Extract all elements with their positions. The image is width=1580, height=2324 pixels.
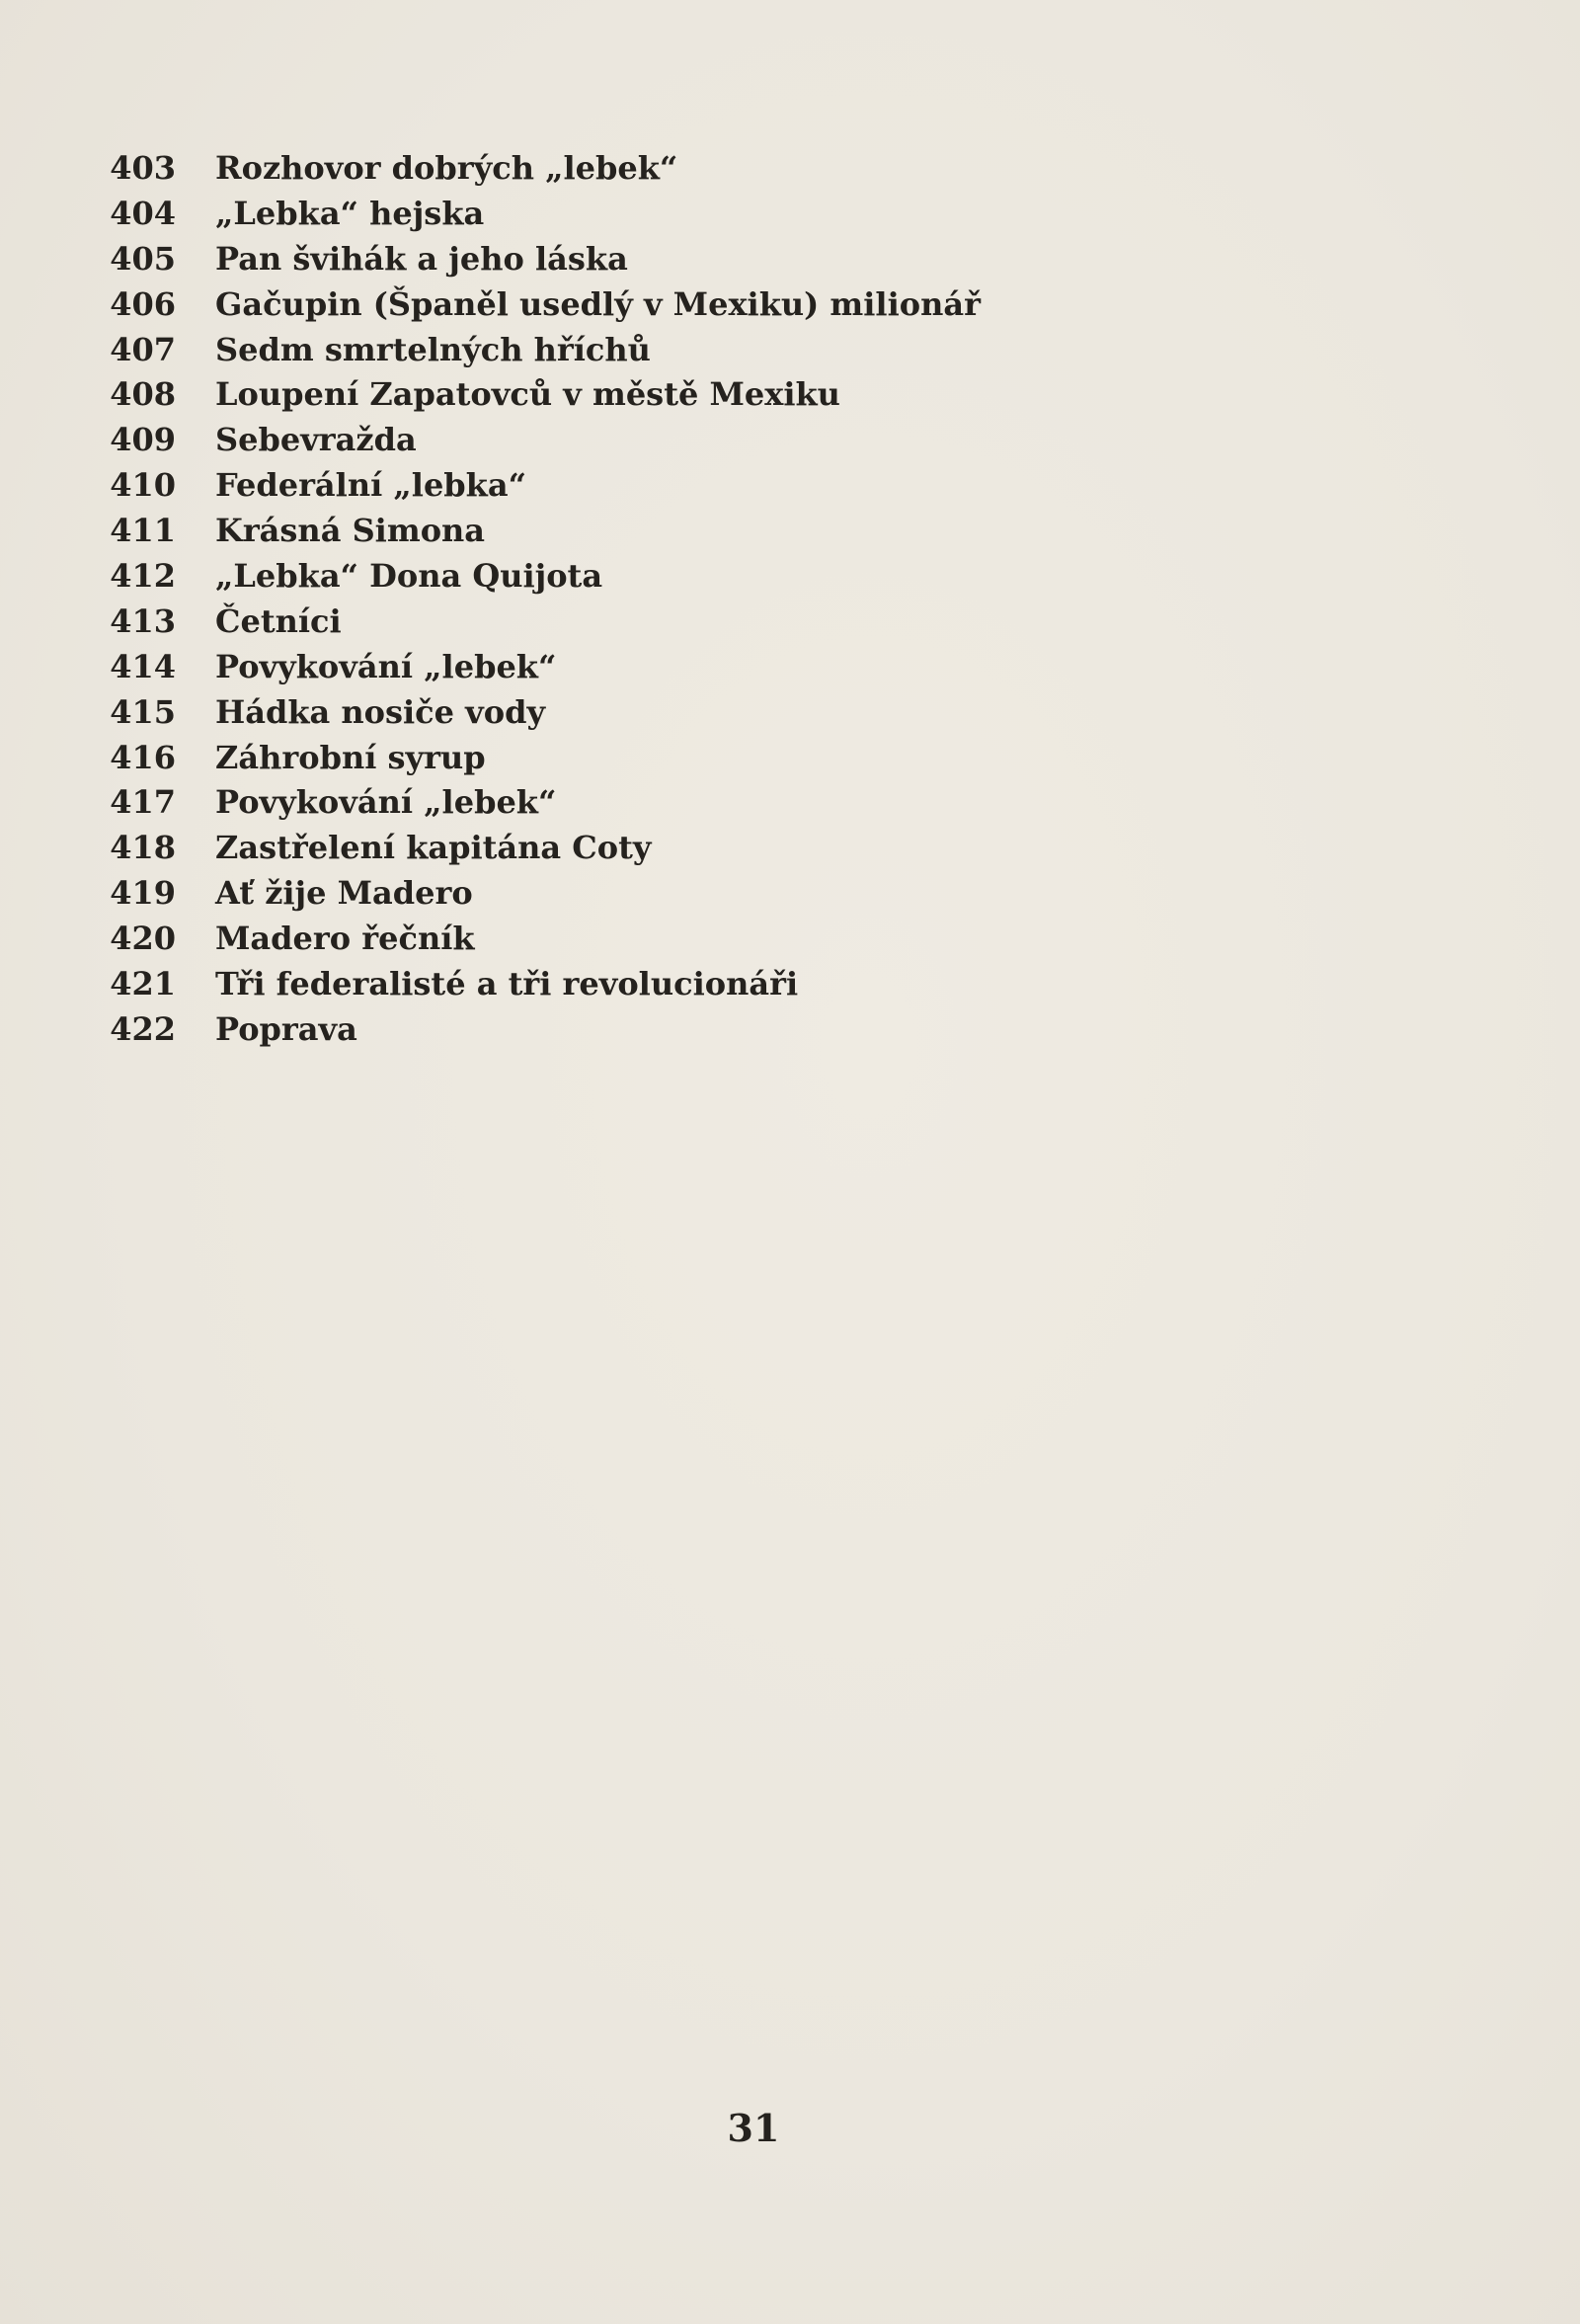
list-item — [107, 600, 981, 645]
page-number: 31 — [727, 2106, 780, 2150]
entry-title: Gačupin (Španěl usedlý v Mexiku) milionář — [215, 284, 981, 323]
list-item — [107, 509, 981, 554]
entry-number: 406 — [110, 284, 176, 323]
entry-number: 420 — [110, 920, 176, 958]
entry-number: 405 — [110, 239, 176, 278]
entry-number: 404 — [110, 194, 176, 232]
list-item — [107, 736, 981, 781]
entry-title: Federální „lebka“ — [215, 466, 526, 505]
entry-title: Poprava — [215, 1009, 357, 1048]
entry-number: 418 — [110, 829, 176, 867]
entry-title: Pan švihák a jeho láska — [215, 239, 628, 278]
list-item — [107, 826, 981, 871]
entry-title: „Lebka“ hejska — [215, 194, 485, 232]
entry-number: 410 — [110, 466, 176, 505]
list-item — [107, 690, 981, 736]
entry-title: Povykování „lebek“ — [215, 783, 557, 822]
entry-title: Krásná Simona — [215, 512, 486, 550]
list-item — [107, 780, 981, 826]
entry-title: Záhrobní syrup — [215, 738, 486, 776]
list-item — [107, 554, 981, 600]
list-item — [107, 372, 981, 418]
list-item — [107, 282, 981, 328]
entry-number: 422 — [110, 1009, 176, 1048]
entry-number: 413 — [110, 601, 176, 640]
list-item — [107, 917, 981, 962]
list-item — [107, 962, 981, 1007]
entry-number: 411 — [110, 512, 176, 550]
entry-number: 409 — [110, 421, 176, 459]
entry-title: Loupení Zapatovců v městě Mexiku — [215, 375, 840, 414]
entry-number: 412 — [110, 557, 176, 596]
entry-number: 417 — [110, 783, 176, 822]
list-item — [107, 463, 981, 509]
list-item — [107, 328, 981, 373]
entry-title: Sedm smrtelných hříchů — [215, 330, 651, 368]
entry-title: Zastřelení kapitána Coty — [215, 829, 652, 867]
entry-number: 403 — [110, 149, 176, 187]
entry-number: 415 — [110, 692, 176, 731]
entry-number: 419 — [110, 874, 176, 913]
entry-title: Madero řečník — [215, 920, 475, 958]
entry-title: Ať žije Madero — [215, 874, 473, 913]
entry-number: 407 — [110, 330, 176, 368]
entry-title: „Lebka“ Dona Quijota — [215, 557, 603, 596]
entry-title: Četníci — [215, 601, 342, 640]
entry-title: Rozhovor dobrých „lebek“ — [215, 149, 678, 187]
list-item — [107, 1007, 981, 1053]
list-item — [107, 146, 981, 192]
entry-list — [107, 146, 981, 1053]
entry-number: 421 — [110, 965, 176, 1003]
list-item — [107, 192, 981, 237]
entry-number: 408 — [110, 375, 176, 414]
entry-title: Hádka nosiče vody — [215, 692, 546, 731]
entry-title: Povykování „lebek“ — [215, 647, 557, 685]
entry-number: 414 — [110, 647, 176, 685]
entry-title: Sebevražda — [215, 421, 417, 459]
entry-number: 416 — [110, 738, 176, 776]
list-item — [107, 418, 981, 463]
list-item — [107, 237, 981, 282]
list-item — [107, 871, 981, 917]
entry-title: Tři federalisté a tři revolucionáři — [215, 965, 799, 1003]
list-item — [107, 645, 981, 690]
